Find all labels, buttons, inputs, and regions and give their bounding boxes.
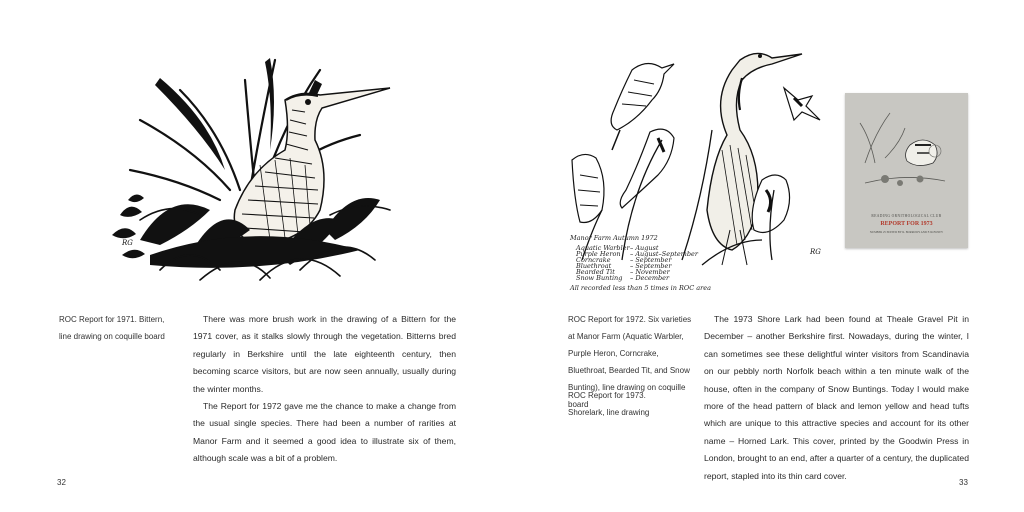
cover-club: READING ORNITHOLOGICAL CLUB [871, 214, 942, 218]
right-page [512, 0, 1024, 512]
notes-when: – August [630, 244, 659, 252]
notes-bird: Bluethroat [576, 262, 612, 270]
notes-heading: Manor Farm Autumn 1972 [570, 234, 658, 242]
six-birds-signature: RG [810, 248, 821, 256]
notes-bird: Purple Heron [576, 250, 621, 258]
page-number: 33 [959, 478, 968, 487]
cover-artwork [845, 93, 968, 248]
right-body-text [704, 311, 969, 485]
paragraph: The Report for 1972 gave me the chance to make a change from the usual single species. There had been a number of rarities at Manor Farm and it seemed a good idea to illustrate six of them, although scale was a bit of a problem. [193, 401, 456, 464]
manor-farm-notes [568, 232, 718, 294]
report-cover [845, 93, 968, 248]
notes-when: – August–September [630, 250, 698, 258]
paragraph: There was more brush work in the drawing of a Bittern for the 1971 cover, as it stalks slowly through the vegetation. Bitterns bred regularly in Berkshire until the late eighteenth century, then becoming scarce visitors, but are now seen annually, usually during the winter months. [193, 314, 456, 394]
notes-when: – November [630, 268, 670, 276]
bittern-signature: RG [122, 239, 133, 247]
paragraph: The 1973 Shore Lark had been found at Theale Gravel Pit in December – another Berkshire first. Nowadays, during the winter, I can sometimes see these delightful winter visitors from Scandinavia on our pebbly north Norfolk beach within a ten minute walk of the house, often in the company of Snow Buntings. Today I would make more of the head pattern of black and lemon yellow and head tufts which are unique to this attractive species and account for its other name – Horned Lark. This cover, printed by the Goodwin Press in London, brought to an end, after a quarter of a century, the duplicated report, stapled into its thin card cover. [704, 314, 969, 481]
notes-when: – September [630, 256, 672, 264]
notes-when: – December [630, 274, 670, 282]
shorelark-caption: ROC Report for 1973. Shorelark, line drawing [568, 391, 650, 417]
notes-bird: Aquatic Warbler [576, 244, 630, 252]
page-number: 32 [57, 478, 66, 487]
cover-edition: NUMBER 25 EDITED BY R. BORROWS AND F. ROWNEY [869, 230, 944, 234]
bittern-caption: ROC Report for 1971. Bittern, line drawing on coquille board [59, 315, 165, 341]
bittern-illustration [100, 40, 400, 290]
notes-when: – September [630, 262, 672, 270]
notes-footnote: All recorded less than 5 times in ROC area [570, 284, 711, 292]
notes-bird: Bearded Tit [576, 268, 615, 276]
cover-title: REPORT FOR 1973 [880, 221, 933, 227]
notes-bird: Snow Bunting [576, 274, 623, 282]
notes-bird: Corncrake [576, 256, 611, 264]
six-birds-caption: ROC Report for 1972. Six varieties at Manor Farm (Aquatic Warbler, Purple Heron, Corncrake, Bluethroat, Bearded Tit, and Snow Bunting), line drawing on coquille board [568, 315, 692, 409]
left-body-text [193, 311, 456, 468]
